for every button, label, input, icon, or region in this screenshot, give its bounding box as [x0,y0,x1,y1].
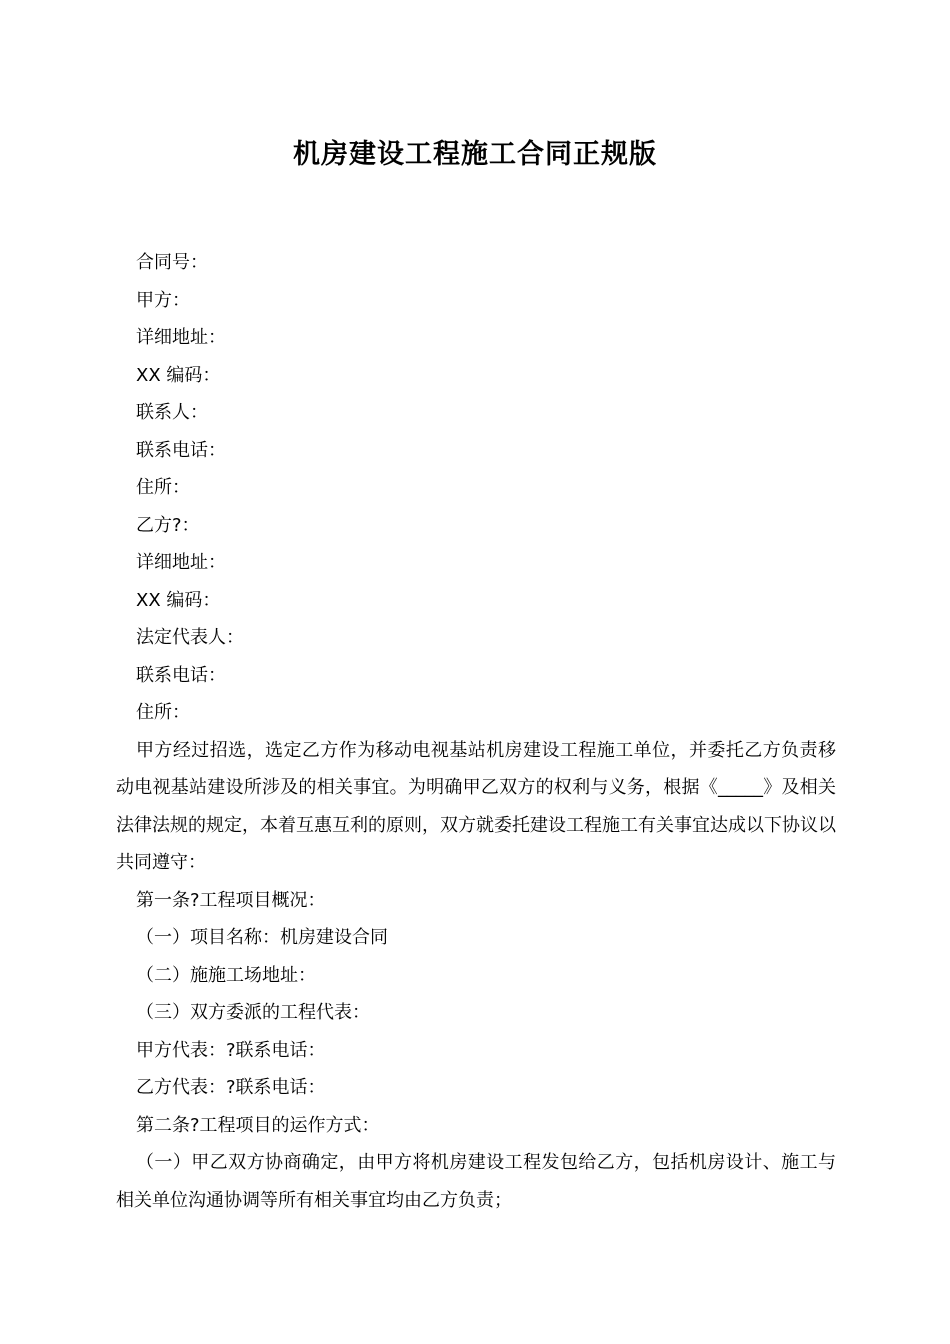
field-party-a-contact: 联系人： [136,402,208,423]
article1-item2: （二）施施工场地址： [136,964,316,986]
field-party-b-address: 详细地址： [136,552,226,573]
field-party-b-postcode: XX 编码： [136,589,221,611]
article1-rep-b: 乙方代表：?联系电话： [136,1077,326,1098]
field-party-a: 甲方： [136,289,190,311]
field-party-b-legal-rep: 法定代表人： [136,627,244,648]
field-party-b-phone: 联系电话： [136,664,226,686]
article2-heading: 第二条?工程项目的运作方式： [136,1114,380,1136]
field-party-b-residence: 住所： [136,702,190,723]
document-body [116,244,836,1219]
field-party-a-postcode: XX 编码： [136,364,221,386]
field-party-a-residence: 住所： [136,477,190,498]
field-party-b: 乙方?： [136,514,200,536]
article1-item3: （三）双方委派的工程代表： [136,1002,370,1023]
article1-rep-a: 甲方代表：?联系电话： [136,1039,326,1061]
article2-item1: （一）甲乙双方协商确定，由甲方将机房建设工程发包给乙方，包括机房设计、施工与相关单位沟通协调等所有相关事宜均由乙方负责； [116,1152,836,1211]
field-contract-no: 合同号： [136,252,208,273]
field-party-a-address: 详细地址： [136,327,226,348]
article1-item1: （一）项目名称：机房建设合同 [136,927,388,948]
intro-paragraph: 甲方经过招选，选定乙方作为移动电视基站机房建设工程施工单位，并委托乙方负责移动电视基站建设所涉及的相关事宜。为明确甲乙双方的权利与义务，根据《_____》及相关法律法规的规定，本着互惠互利的原则，双方就委托建设工程施工有关事宜达成以下协议以共同遵守： [116,739,836,873]
field-party-a-phone: 联系电话： [136,439,226,461]
document-title: 机房建设工程施工合同正规版 [293,139,657,170]
article1-heading: 第一条?工程项目概况： [136,889,326,911]
